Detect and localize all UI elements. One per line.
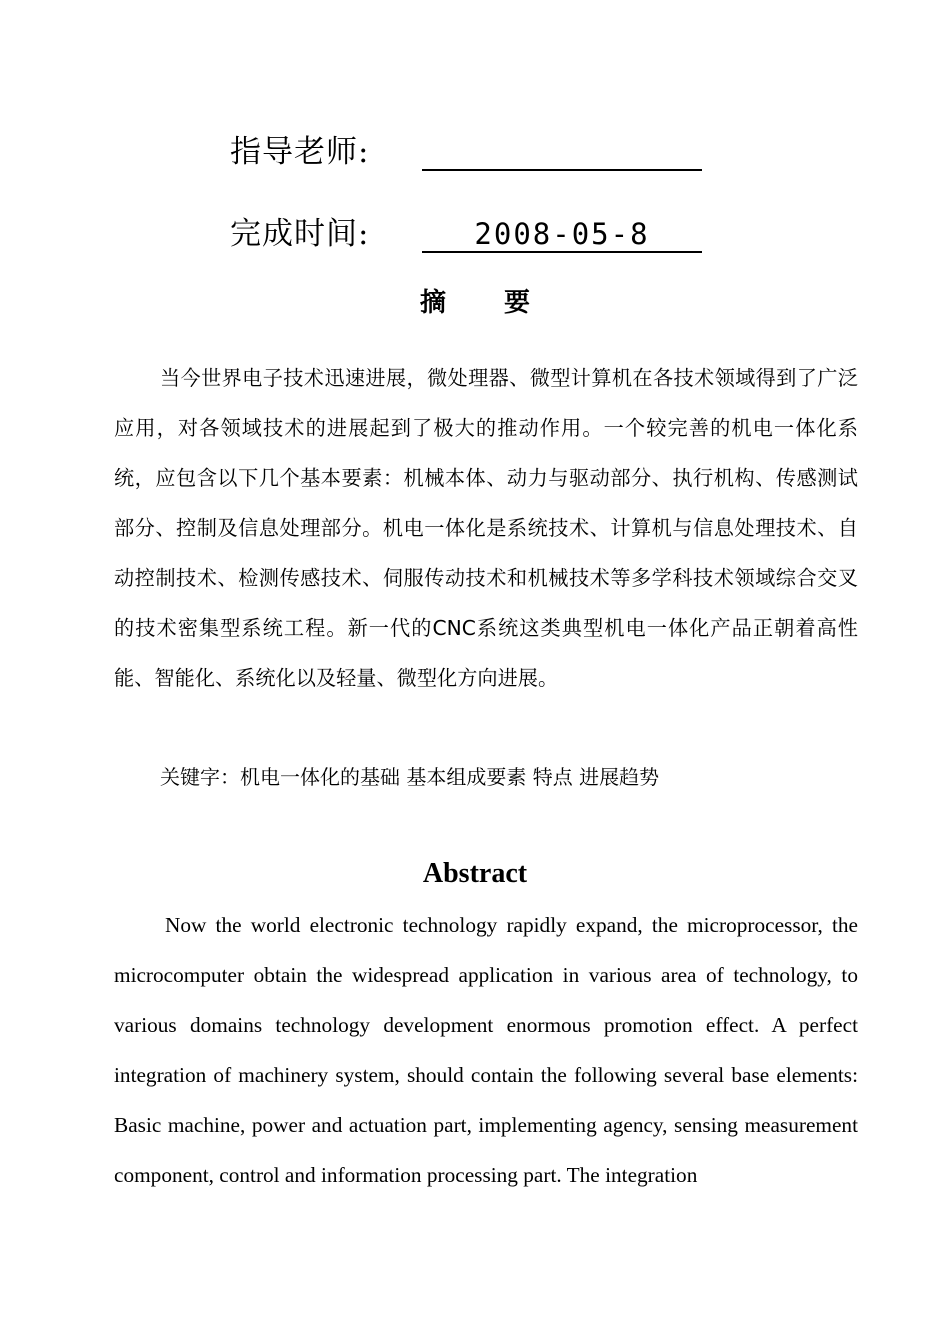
chinese-abstract-body: 当今世界电子技术迅速进展，微处理器、微型计算机在各技术领域得到了广泛应用，对各领域技术的进展起到了极大的推动作用。一个较完善的机电一体化系统，应包含以下几个基本要素：机械本体、动力与驱动部分、执行机构、传感测试部分、控制及信息处理部分。机电一体化是系统技术、计算机与信息处理技术、自动控制技术、检测传感技术、伺服传动技术和机械技术等多学科技术领域综合交叉的技术密集型系统工程。新一代的CNC系统这类典型机电一体化产品正朝着高性能、智能化、系统化以及轻量、微型化方向进展。 — [114, 366, 858, 690]
advisor-label: 指导老师: — [230, 134, 370, 170]
english-abstract-title: Abstract — [422, 858, 528, 889]
chinese-abstract-title: 摘要 — [419, 288, 588, 318]
english-abstract-body: Now the world electronic technology rapidly expand, the microprocessor, the microcomputer obtain the widespread application in various area of technology, to various domains technology development enormous promotion effect. A perfect integration of machinery system, should contain the following several base elements: Basic machine, power and actuation part, implementing agency, sensing measurement component, control and information processing part. The integration — [114, 913, 858, 1187]
completion-time-value: 2008-05-8 — [422, 214, 702, 253]
advisor-value-line — [422, 132, 702, 171]
completion-time-label: 完成时间: — [230, 216, 370, 252]
completion-time-row — [230, 214, 710, 258]
advisor-row — [230, 132, 710, 176]
chinese-keywords: 关键字：机电一体化的基础 基本组成要素 特点 进展趋势 — [160, 765, 660, 789]
